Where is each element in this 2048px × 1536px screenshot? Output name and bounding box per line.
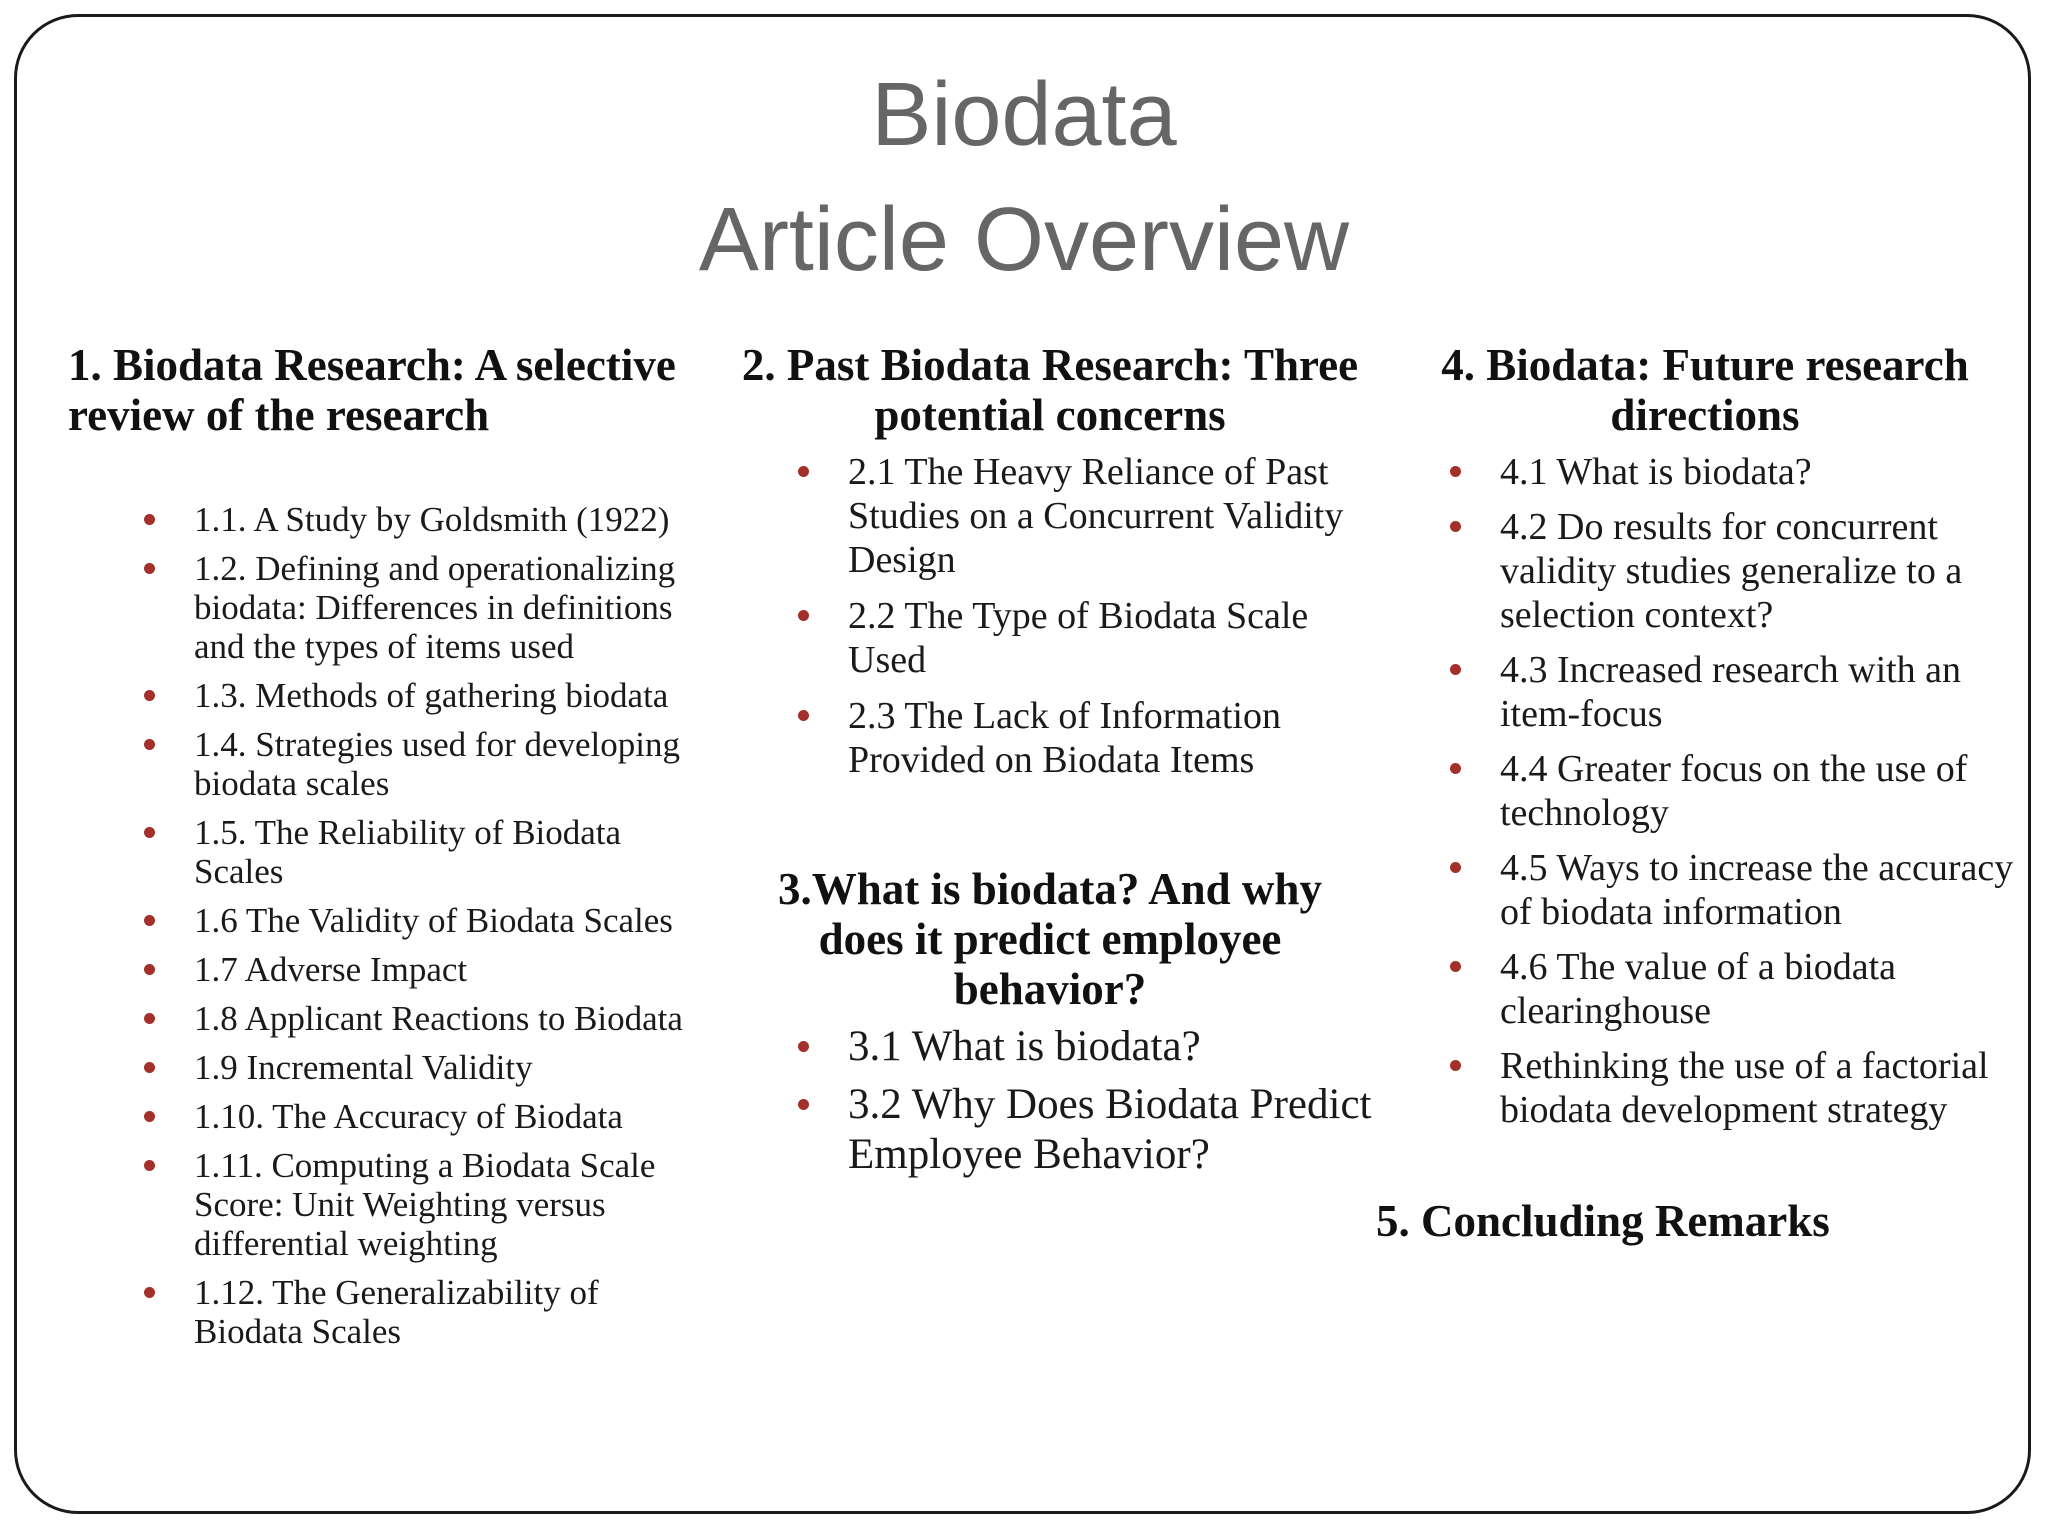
list-item: 1.11. Computing a Biodata Scale Score: Unit Weighting versus differential weighting: [144, 1146, 714, 1263]
list-item: 1.2. Defining and operationalizing biodata: Differences in definitions and the types of items used: [144, 549, 714, 666]
section-1-list: [144, 500, 714, 1361]
bullet-icon: [798, 710, 809, 721]
bullet-icon: [144, 827, 155, 838]
list-item: 4.3 Increased research with an item-focus: [1450, 648, 2030, 736]
bullet-icon: [1450, 1060, 1461, 1071]
bullet-icon: [144, 739, 155, 750]
list-item: 1.1. A Study by Goldsmith (1922): [144, 500, 714, 539]
list-item: 4.5 Ways to increase the accuracy of biodata information: [1450, 846, 2030, 934]
bullet-icon: [798, 466, 809, 477]
bullet-icon: [1450, 664, 1461, 675]
list-item: 1.12. The Generalizability of Biodata Scales: [144, 1273, 714, 1351]
bullet-icon: [798, 1041, 809, 1052]
list-item: 4.6 The value of a biodata clearinghouse: [1450, 945, 2030, 1033]
section-5-heading: 5. Concluding Remarks: [1376, 1196, 1830, 1246]
list-item: 1.8 Applicant Reactions to Biodata: [144, 999, 714, 1038]
list-item: 4.2 Do results for concurrent validity studies generalize to a selection context?: [1450, 505, 2030, 637]
list-item: Rethinking the use of a factorial biodata development strategy: [1450, 1044, 2030, 1132]
list-item: 1.5. The Reliability of Biodata Scales: [144, 813, 714, 891]
section-4-list: [1450, 450, 2030, 1143]
list-item: 1.6 The Validity of Biodata Scales: [144, 901, 714, 940]
bullet-icon: [144, 915, 155, 926]
bullet-icon: [144, 563, 155, 574]
list-item: 3.2 Why Does Biodata Predict Employee Behavior?: [798, 1080, 1398, 1180]
bullet-icon: [1450, 961, 1461, 972]
list-item: 1.10. The Accuracy of Biodata: [144, 1097, 714, 1136]
bullet-icon: [144, 1062, 155, 1073]
section-4-heading: 4. Biodata: Future research directions: [1441, 340, 1969, 440]
bullet-icon: [144, 1013, 155, 1024]
list-item: 2.2 The Type of Biodata Scale Used: [798, 594, 1378, 682]
bullet-icon: [144, 514, 155, 525]
list-item: 4.4 Greater focus on the use of technology: [1450, 747, 2030, 835]
bullet-icon: [798, 610, 809, 621]
bullet-icon: [144, 1111, 155, 1122]
list-item: 1.9 Incremental Validity: [144, 1048, 714, 1087]
list-item: 3.1 What is biodata?: [798, 1022, 1398, 1072]
list-item: 2.3 The Lack of Information Provided on Biodata Items: [798, 694, 1378, 782]
section-2-list: [798, 450, 1378, 794]
bullet-icon: [1450, 763, 1461, 774]
slide-title: Biodata: [871, 65, 1177, 165]
bullet-icon: [1450, 466, 1461, 477]
list-item: 1.7 Adverse Impact: [144, 950, 714, 989]
section-2-heading: 2. Past Biodata Research: Three potential concerns: [741, 340, 1359, 440]
bullet-icon: [798, 1099, 809, 1110]
bullet-icon: [1450, 862, 1461, 873]
list-item: 1.3. Methods of gathering biodata: [144, 676, 714, 715]
bullet-icon: [1450, 521, 1461, 532]
section-3-list: [798, 1022, 1398, 1188]
bullet-icon: [144, 1287, 155, 1298]
section-3-heading: 3.What is biodata? And why does it predict employee behavior?: [778, 864, 1322, 1014]
list-item: 4.1 What is biodata?: [1450, 450, 2030, 494]
bullet-icon: [144, 690, 155, 701]
slide-subtitle: Article Overview: [698, 190, 1350, 290]
bullet-icon: [144, 964, 155, 975]
list-item: 1.4. Strategies used for developing biodata scales: [144, 725, 714, 803]
bullet-icon: [144, 1160, 155, 1171]
list-item: 2.1 The Heavy Reliance of Past Studies on a Concurrent Validity Design: [798, 450, 1378, 582]
section-1-heading: 1. Biodata Research: A selective review of the research: [68, 340, 676, 440]
